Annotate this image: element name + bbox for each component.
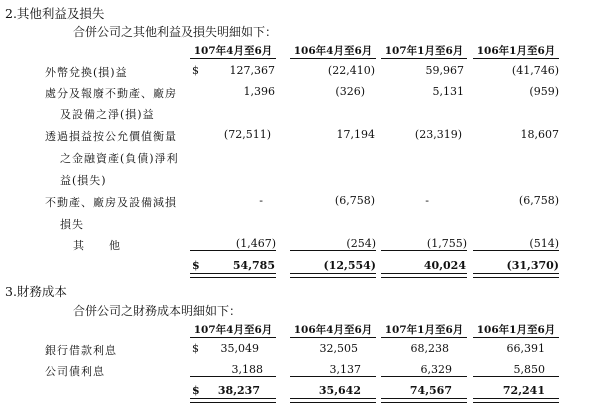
double-underline (190, 273, 276, 278)
sec2-row-value: 1,396 (243, 85, 275, 98)
double-underline (290, 398, 376, 403)
sec3-row-value-text: 3,188 (231, 363, 263, 376)
section-3-intro: 合併公司之財務成本明細如下： (73, 304, 242, 318)
sec2-row-value: 18,607 (520, 128, 559, 141)
sec2-row-label: 透過損益按公允價值衡量 (45, 130, 177, 143)
sec3-row-value-text: 6,329 (420, 363, 452, 376)
sec3-row-value (190, 363, 276, 377)
sec3-row-value-text: 5,850 (513, 363, 545, 376)
sec2-header-col3: 107年1月至6月 (381, 45, 467, 59)
sec2-row-label-cont: 及設備之淨(損)益 (60, 108, 155, 121)
double-underline (473, 273, 559, 278)
sec2-row-label: 外幣兌換(損)益 (45, 66, 128, 79)
sec3-header-col2: 106年4月至6月 (290, 324, 376, 338)
section-2-intro: 合併公司之其他利益及損失明細如下： (73, 25, 278, 39)
section-3-title: 3.財務成本 (5, 284, 67, 299)
sec2-header-col4: 106年1月至6月 (473, 45, 559, 59)
sec3-row-value (290, 363, 376, 377)
sec2-row-value: 5,131 (432, 85, 464, 98)
double-underline (381, 398, 467, 403)
sec2-row-label-cont: 益(損失) (60, 174, 107, 187)
sec3-row-value: 66,391 (506, 342, 545, 355)
sec2-row-value: (72,511) (223, 128, 271, 141)
sec2-row-value: (6,758) (518, 194, 559, 207)
sec3-row-value-text: 3,137 (329, 363, 361, 376)
sec3-total-value: 35,642 (318, 384, 361, 397)
section-2-title: 2.其他利益及損失 (5, 6, 105, 21)
sec2-row-label: 處分及報廢不動產、廠房 (45, 87, 177, 100)
sec2-row-value: - (425, 194, 429, 207)
sec2-row-value: (959) (529, 85, 559, 98)
sec2-total-value: 40,024 (423, 259, 466, 272)
sec3-row-value: 68,238 (410, 342, 449, 355)
currency-symbol: $ (192, 64, 199, 77)
double-underline (190, 398, 276, 403)
sec2-row-label: 不動產、廠房及設備減損 (45, 196, 177, 209)
sec3-row-value: 35,049 (220, 342, 259, 355)
currency-symbol: $ (192, 259, 200, 272)
sec2-row-label-cont: 損失 (60, 218, 84, 231)
sec2-header-col1: 107年4月至6月 (190, 45, 276, 59)
sec2-row-value: (41,746) (511, 64, 559, 77)
sec2-row-value: (6,758) (334, 194, 375, 207)
sec2-row-value: (326) (335, 85, 365, 98)
sec2-row-value: (254) (290, 237, 376, 251)
sec3-row-label: 銀行借款利息 (45, 344, 117, 357)
sec2-row-value: 17,194 (336, 128, 375, 141)
sec2-header-col2: 106年4月至6月 (290, 45, 376, 59)
sec3-row-value (473, 363, 559, 377)
sec3-header-col4: 106年1月至6月 (473, 324, 559, 338)
sec2-row-value: (514) (473, 237, 559, 251)
sec3-header-col3: 107年1月至6月 (381, 324, 467, 338)
currency-symbol: $ (192, 384, 200, 397)
double-underline (381, 273, 467, 278)
sec2-total-value: (12,554) (323, 259, 376, 272)
sec3-total-value: 38,237 (217, 384, 260, 397)
sec3-row-value (381, 363, 467, 377)
sec2-row-value: (22,410) (327, 64, 375, 77)
sec3-row-value: 32,505 (319, 342, 358, 355)
sec2-row-label-cont: 之金融資產(負債)淨利 (60, 152, 179, 165)
sec2-row-value: 59,967 (425, 64, 464, 77)
sec3-header-col1: 107年4月至6月 (190, 324, 276, 338)
sec3-total-value: 74,567 (409, 384, 452, 397)
sec2-total-value: (31,370) (506, 259, 559, 272)
currency-symbol: $ (192, 342, 199, 355)
sec2-row-value: - (259, 194, 263, 207)
sec2-row-value: 127,367 (229, 64, 275, 77)
double-underline (473, 398, 559, 403)
sec2-row-value: (1,755) (381, 237, 467, 251)
sec3-row-label: 公司債利息 (45, 365, 105, 378)
sec3-total-value: 72,241 (502, 384, 545, 397)
sec2-row-value: (1,467) (190, 237, 276, 251)
double-underline (290, 273, 376, 278)
sec2-row-value: (23,319) (414, 128, 462, 141)
sec2-row-label: 其 他 (73, 239, 121, 252)
sec2-total-value: 54,785 (232, 259, 275, 272)
